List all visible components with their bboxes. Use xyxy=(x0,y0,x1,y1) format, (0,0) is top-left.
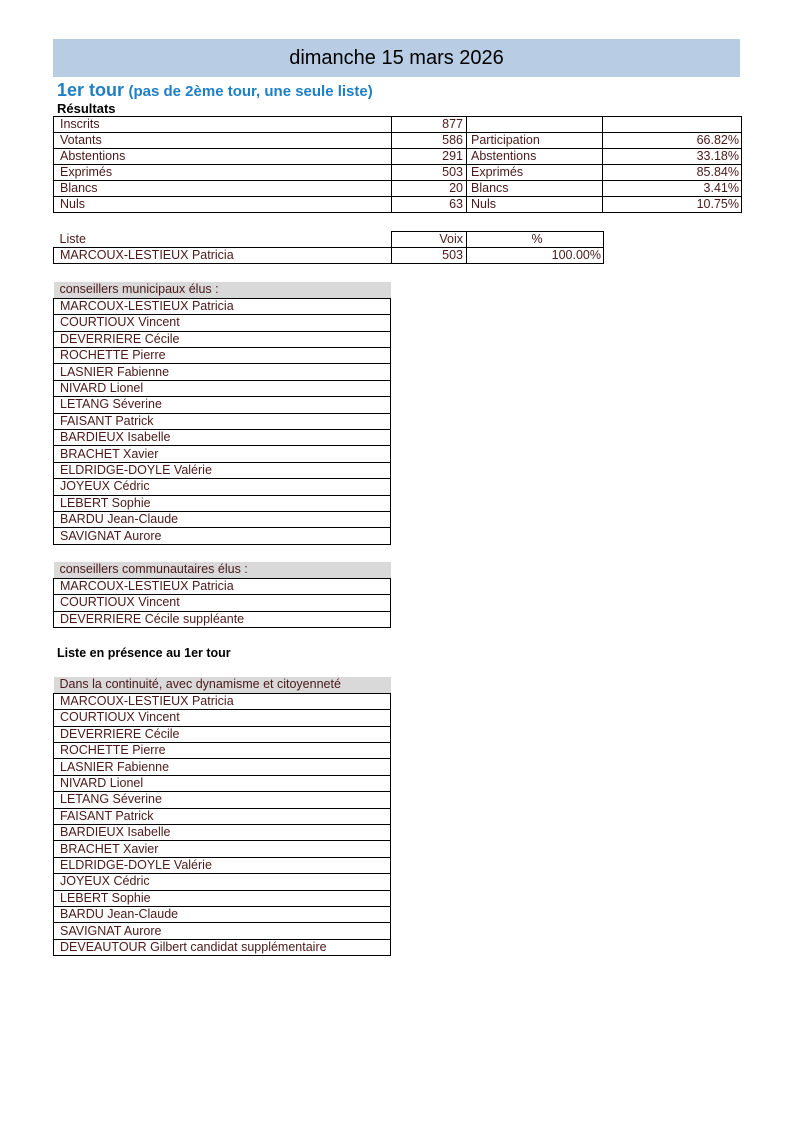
tour-title xyxy=(57,80,373,101)
list-item xyxy=(54,759,391,775)
result-pct: 66.82% xyxy=(603,133,742,149)
result-pct: 10.75% xyxy=(603,197,742,213)
results-row xyxy=(54,165,742,181)
result-pct-label: Nuls xyxy=(467,197,603,213)
list-item xyxy=(54,923,391,939)
list-item xyxy=(54,825,391,841)
list-item xyxy=(54,462,391,478)
result-value: 291 xyxy=(392,149,467,165)
results-row xyxy=(54,117,742,133)
municipal-member: BRACHET Xavier xyxy=(54,446,391,462)
result-pct-label xyxy=(467,117,603,133)
municipal-member: FAISANT Patrick xyxy=(54,413,391,429)
list-header: conseillers communautaires élus : xyxy=(54,562,391,578)
candidate: BARDU Jean-Claude xyxy=(54,906,391,922)
list-item xyxy=(54,775,391,791)
list-item xyxy=(54,611,391,627)
result-pct: 3.41% xyxy=(603,181,742,197)
list-item xyxy=(54,693,391,709)
list-item xyxy=(54,430,391,446)
list-item xyxy=(54,364,391,380)
list-item xyxy=(54,348,391,364)
list-row xyxy=(54,248,604,264)
result-value: 20 xyxy=(392,181,467,197)
list-item xyxy=(54,792,391,808)
list-item xyxy=(54,857,391,873)
results-table xyxy=(53,116,742,213)
communautaire-member: COURTIOUX Vincent xyxy=(54,595,391,611)
communautaire-table xyxy=(53,562,391,628)
results-row xyxy=(54,133,742,149)
list-header: conseillers municipaux élus : xyxy=(54,282,391,298)
list-votes: 503 xyxy=(392,248,467,264)
result-pct-label: Participation xyxy=(467,133,603,149)
list-header: Dans la continuité, avec dynamisme et citoyenneté xyxy=(54,677,391,693)
list-item xyxy=(54,710,391,726)
list-item xyxy=(54,413,391,429)
list-item xyxy=(54,397,391,413)
presence-label: Liste en présence au 1er tour xyxy=(57,646,231,660)
result-label: Nuls xyxy=(54,197,392,213)
results-row xyxy=(54,181,742,197)
municipal-member: BARDIEUX Isabelle xyxy=(54,430,391,446)
candidate: BRACHET Xavier xyxy=(54,841,391,857)
presence-table xyxy=(53,677,391,956)
results-row xyxy=(54,149,742,165)
candidate: NIVARD Lionel xyxy=(54,775,391,791)
list-item xyxy=(54,298,391,314)
municipal-member: DEVERRIERE Cécile xyxy=(54,331,391,347)
candidate: BARDIEUX Isabelle xyxy=(54,825,391,841)
date-banner xyxy=(53,39,740,77)
candidate: ROCHETTE Pierre xyxy=(54,743,391,759)
list-item xyxy=(54,511,391,527)
results-label: Résultats xyxy=(57,101,116,116)
municipal-member: ELDRIDGE-DOYLE Valérie xyxy=(54,462,391,478)
list-item xyxy=(54,726,391,742)
pct-col-header: % xyxy=(467,232,604,248)
list-item xyxy=(54,890,391,906)
candidate: COURTIOUX Vincent xyxy=(54,710,391,726)
list-header-row xyxy=(54,677,391,693)
result-label: Blancs xyxy=(54,181,392,197)
result-value: 503 xyxy=(392,165,467,181)
list-item xyxy=(54,939,391,955)
result-label: Votants xyxy=(54,133,392,149)
municipal-member: LEBERT Sophie xyxy=(54,495,391,511)
date-title: dimanche 15 mars 2026 xyxy=(289,46,504,69)
result-label: Inscrits xyxy=(54,117,392,133)
list-item xyxy=(54,874,391,890)
list-name: MARCOUX-LESTIEUX Patricia xyxy=(54,248,392,264)
list-item xyxy=(54,380,391,396)
result-pct: 33.18% xyxy=(603,149,742,165)
list-item xyxy=(54,479,391,495)
candidate: FAISANT Patrick xyxy=(54,808,391,824)
candidate: ELDRIDGE-DOYLE Valérie xyxy=(54,857,391,873)
result-pct: 85.84% xyxy=(603,165,742,181)
result-pct xyxy=(603,117,742,133)
municipal-member: NIVARD Lionel xyxy=(54,380,391,396)
municipal-table xyxy=(53,282,391,545)
candidate: SAVIGNAT Aurore xyxy=(54,923,391,939)
list-item xyxy=(54,578,391,594)
list-item xyxy=(54,446,391,462)
municipal-member: BARDU Jean-Claude xyxy=(54,511,391,527)
list-item xyxy=(54,808,391,824)
tour-label: 1er tour xyxy=(57,80,125,100)
municipal-member: MARCOUX-LESTIEUX Patricia xyxy=(54,298,391,314)
communautaire-member: DEVERRIERE Cécile suppléante xyxy=(54,611,391,627)
result-label: Exprimés xyxy=(54,165,392,181)
votes-col-header: Voix xyxy=(392,232,467,248)
candidate: LASNIER Fabienne xyxy=(54,759,391,775)
candidate: MARCOUX-LESTIEUX Patricia xyxy=(54,693,391,709)
result-pct-label: Blancs xyxy=(467,181,603,197)
tour-subtitle: (pas de 2ème tour, une seule liste) xyxy=(128,83,373,100)
list-item xyxy=(54,841,391,857)
list-item xyxy=(54,495,391,511)
candidate: DEVEAUTOUR Gilbert candidat supplémentaire xyxy=(54,939,391,955)
candidate: LEBERT Sophie xyxy=(54,890,391,906)
municipal-member: JOYEUX Cédric xyxy=(54,479,391,495)
municipal-member: SAVIGNAT Aurore xyxy=(54,528,391,544)
candidate: LETANG Séverine xyxy=(54,792,391,808)
municipal-member: LETANG Séverine xyxy=(54,397,391,413)
results-row xyxy=(54,197,742,213)
list-header-row xyxy=(54,562,391,578)
result-value: 63 xyxy=(392,197,467,213)
list-item xyxy=(54,331,391,347)
list-item xyxy=(54,315,391,331)
result-value: 586 xyxy=(392,133,467,149)
result-pct-label: Abstentions xyxy=(467,149,603,165)
municipal-member: ROCHETTE Pierre xyxy=(54,348,391,364)
result-pct-label: Exprimés xyxy=(467,165,603,181)
result-value: 877 xyxy=(392,117,467,133)
municipal-member: LASNIER Fabienne xyxy=(54,364,391,380)
list-item xyxy=(54,595,391,611)
communautaire-member: MARCOUX-LESTIEUX Patricia xyxy=(54,578,391,594)
candidate: DEVERRIERE Cécile xyxy=(54,726,391,742)
list-pct: 100.00% xyxy=(467,248,604,264)
list-item xyxy=(54,743,391,759)
municipal-member: COURTIOUX Vincent xyxy=(54,315,391,331)
list-header-row xyxy=(54,282,391,298)
lists-table xyxy=(53,231,604,264)
list-item xyxy=(54,528,391,544)
candidate: JOYEUX Cédric xyxy=(54,874,391,890)
list-item xyxy=(54,906,391,922)
list-col-header: Liste xyxy=(54,232,392,248)
result-label: Abstentions xyxy=(54,149,392,165)
lists-header-row xyxy=(54,232,604,248)
